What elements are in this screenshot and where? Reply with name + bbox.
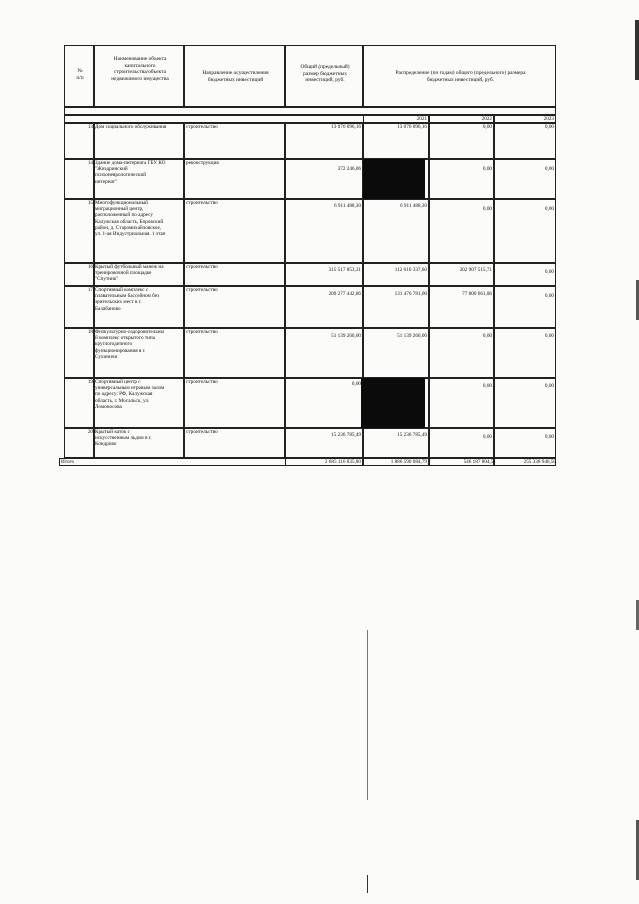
- scan-line-artifact: [367, 875, 368, 893]
- row-2022: 0,00: [482, 166, 492, 172]
- row-2023: 0,00: [544, 206, 554, 212]
- row-direction: строительство: [186, 429, 218, 435]
- row-num: 13: [87, 124, 93, 130]
- row-direction: строительство: [186, 124, 218, 130]
- row-direction: реконструкция: [186, 160, 219, 166]
- row-2021: 131 476 781,00: [394, 291, 427, 297]
- row-num: 15: [87, 200, 93, 206]
- header-total-cell: [285, 45, 363, 107]
- row-2021: 51 139 260,00: [397, 333, 427, 339]
- row-total: 372 246,06: [337, 166, 361, 172]
- row-total: 315 517 853,31: [328, 267, 361, 273]
- row-name: Крытый каток с искусственным льдом в г. Кондрово: [95, 429, 152, 448]
- row-direction: строительство: [186, 200, 218, 206]
- row-total: 13 076 096,16: [331, 124, 361, 130]
- header-direction: Направление осуществления бюджетных инвестиций: [202, 70, 269, 83]
- row-2021: 112 610 337,60: [394, 267, 427, 273]
- row-direction-cell: [184, 199, 285, 263]
- year-2021: 2021: [416, 116, 427, 122]
- row-2023: 0,00: [544, 333, 554, 339]
- header-num-cell: [64, 45, 94, 107]
- row-total: 15 236 785,49: [331, 432, 361, 438]
- row-2022: 77 800 661,86: [462, 291, 492, 297]
- header-name: Наименование объекта капитального строительства/объекта недвижимого имущества: [111, 56, 169, 82]
- row-2021: 6 911 488,30: [399, 203, 427, 209]
- row-2023-cell: [494, 428, 556, 458]
- row-2021: 13 076 096,16: [397, 124, 427, 130]
- row-num-cell: [64, 328, 94, 378]
- header-total: Общий (предельный) размер бюджетных инвестиций, руб.: [300, 64, 350, 84]
- header-name-cell: [94, 45, 184, 107]
- row-num-cell: [64, 199, 94, 263]
- header-direction-cell: [184, 45, 285, 107]
- row-name: Многофункциональный миграционный центр, расположенный по адресу Калужская область, Боровский район, д. Старомихайловское, ул. 1-ая Индустриальная. 1 этап: [95, 200, 166, 238]
- row-2022: 0,00: [482, 333, 492, 339]
- row-2022: 0,00: [482, 434, 492, 440]
- row-num: 20: [87, 429, 93, 435]
- row-2022: 0,00: [482, 206, 492, 212]
- spacer-row: [64, 107, 556, 115]
- row-direction-cell: [184, 328, 285, 378]
- row-total: 51 139 260,00: [331, 333, 361, 339]
- row-num: 14: [87, 160, 93, 166]
- year-2023: 2023: [543, 116, 554, 122]
- row-name: Спортивный комплекс с плавательным бассейном без зрительских мест в г. Балабаново: [95, 287, 160, 312]
- row-num: 19: [87, 379, 93, 385]
- header-distribution-cell: [363, 45, 556, 107]
- row-num-cell: [64, 378, 94, 428]
- row-2023: 0,00: [544, 124, 554, 130]
- row-total: 6 911 488,30: [333, 203, 361, 209]
- totals-label: Итого: [61, 459, 75, 465]
- row-2021: 15 236 785,49: [397, 432, 427, 438]
- row-direction: строительство: [186, 264, 218, 270]
- row-name: Здание дома-интерната ГБУ КО "Жиздринский психоневрологический интернат": [95, 160, 166, 185]
- row-num: 16: [87, 264, 93, 270]
- row-2022-cell: [429, 159, 494, 199]
- totals-2022: 546 187 804,51: [463, 459, 496, 465]
- row-direction: строительство: [186, 379, 218, 385]
- totals-total: 2 685 116 835,80: [324, 459, 361, 465]
- row-2023: 0,00: [544, 383, 554, 389]
- row-2023: 0,00: [544, 166, 554, 172]
- row-total: 209 277 442,86: [328, 291, 361, 297]
- row-2022-cell: [429, 428, 494, 458]
- row-name: Дом социального обслуживания: [95, 124, 167, 130]
- row-2023-cell: [494, 159, 556, 199]
- scan-line-artifact: [367, 630, 368, 800]
- row-2023: 0,00: [544, 269, 554, 275]
- row-name: Спортивный центр с универсальным игровым залом по адресу: РФ, Калужская область, г. Мосальск, ул. Ломоносова: [95, 379, 165, 410]
- row-2022: 202 907 515,71: [459, 267, 492, 273]
- totals-2023: 255 338 946,50: [523, 459, 556, 465]
- row-name: Физкультурно-оздоровительны й комплекс открытого типа круглогодичного функционирования в г. Сухиничи: [95, 329, 164, 360]
- row-total-cell: [285, 159, 363, 199]
- row-num: 17: [87, 287, 93, 293]
- scan-edge-shadow: [635, 20, 639, 80]
- totals-2021: 1 886 590 084,79: [390, 459, 427, 465]
- row-direction: строительство: [186, 329, 218, 335]
- row-2023: 0,00: [544, 293, 554, 299]
- row-direction: строительство: [186, 287, 218, 293]
- redaction-block: [363, 159, 425, 199]
- row-name: Крытый футбольный манеж на тренировочной площадке "Спутник": [95, 264, 164, 283]
- row-2023: 0,00: [544, 434, 554, 440]
- row-total: 0,00: [351, 381, 361, 387]
- row-direction-cell: [184, 378, 285, 428]
- row-2022: 0,00: [482, 124, 492, 130]
- header-distribution: Распределение (по годам) общего (предельного) размера бюджетных инвестиций, руб.: [395, 70, 526, 83]
- investment-table: [61, 45, 556, 465]
- row-num: 18: [87, 329, 93, 335]
- redaction-block: [361, 378, 425, 428]
- row-2022: 0,00: [482, 383, 492, 389]
- header-num: № п/п: [76, 68, 84, 81]
- year-2022: 2022: [481, 116, 492, 122]
